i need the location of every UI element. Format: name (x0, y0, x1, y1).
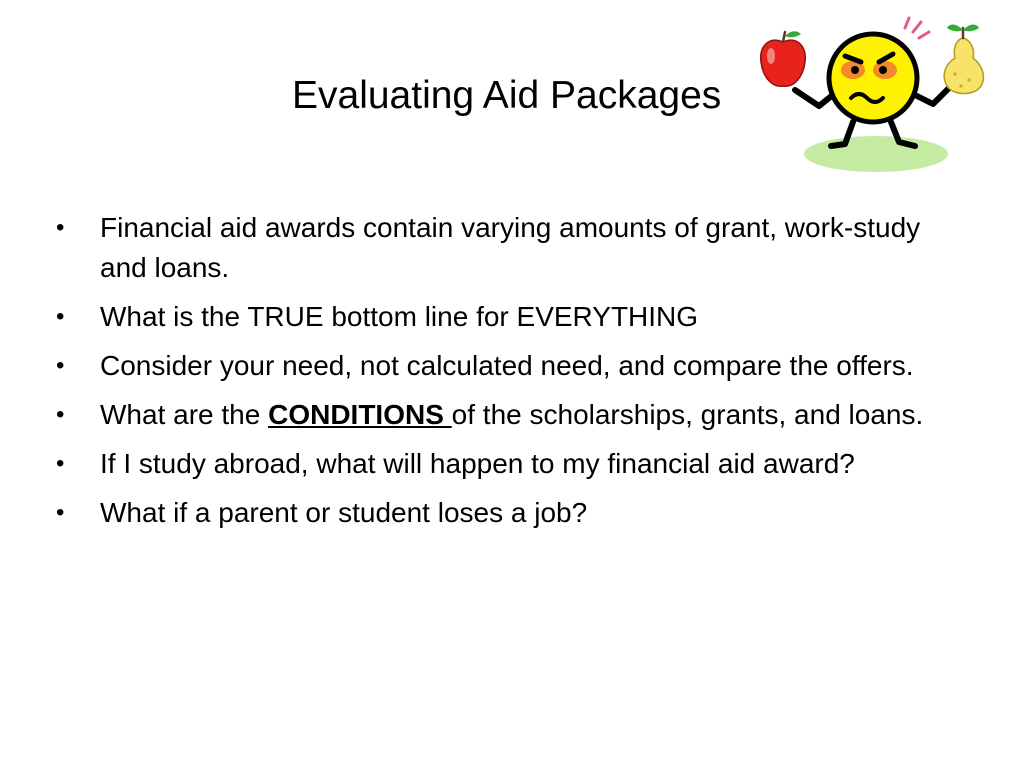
bullet-dot: • (56, 352, 65, 379)
bullet-text (100, 399, 923, 430)
ground-shadow (804, 136, 948, 172)
bullet-item (56, 297, 961, 337)
face (829, 34, 917, 122)
bullet-dot: • (56, 401, 65, 428)
apple-icon (761, 31, 806, 86)
bullet-text: Financial aid awards contain varying amounts of grant, work-study and loans. (100, 212, 921, 283)
bullet-item (56, 395, 961, 435)
bullet-item (56, 444, 961, 484)
bullet-text: If I study abroad, what will happen to my financial aid award? (100, 448, 855, 479)
bullet-item (56, 208, 961, 288)
bullet-text: What if a parent or student loses a job? (100, 497, 588, 528)
confused-face-apple-pear-icon (755, 14, 995, 178)
bullet-text: What is the TRUE bottom line for EVERYTHING (100, 301, 699, 332)
bullet-text: Consider your need, not calculated need, and compare the offers. (100, 350, 914, 381)
bullet-item (56, 493, 961, 533)
bullet-dot: • (56, 303, 65, 330)
bullet-list (56, 208, 961, 542)
bullet-text-before: What are the (100, 399, 269, 430)
pear-icon (944, 25, 983, 94)
conditions-emphasis: CONDITIONS (268, 399, 452, 430)
confusion-lines (905, 18, 929, 38)
bullet-dot: • (56, 214, 65, 241)
eye-right (879, 66, 887, 74)
bullet-dot: • (56, 499, 65, 526)
bullet-dot: • (56, 450, 65, 477)
eye-left (851, 66, 859, 74)
bullet-text-after: of the scholarships, grants, and loans. (451, 399, 924, 430)
bullet-item (56, 346, 961, 386)
slide-title: Evaluating Aid Packages (292, 74, 722, 117)
